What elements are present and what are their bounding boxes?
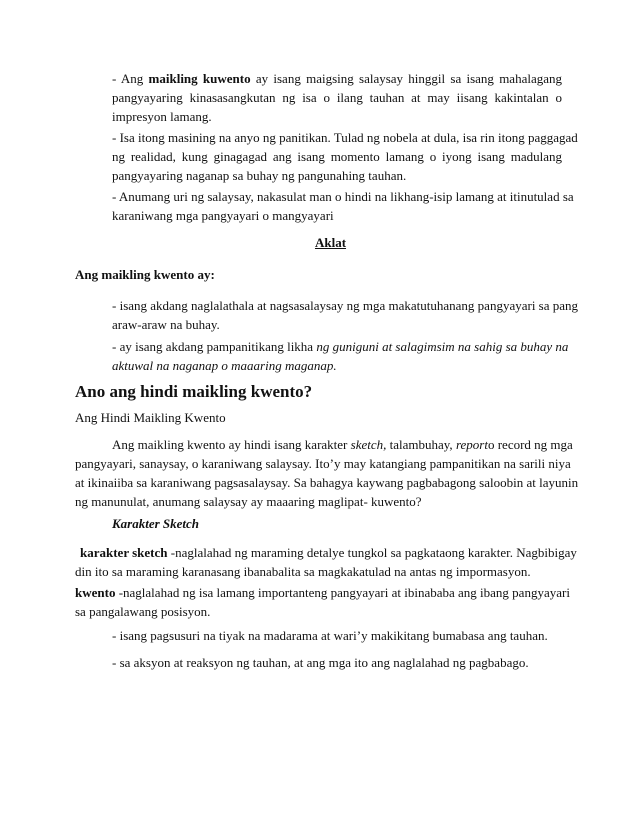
bullet-akdang-pampanitikan [112,337,569,375]
bullet-line [112,69,562,88]
heading-text: Karakter Sketch [112,516,200,531]
bullet-line: - isang akdang naglalathala at nagsasalaysay ng mga makatutuhanang pangyayari sa pang [112,298,579,313]
paragraph-hindi-maikling-kwento [75,435,579,511]
paragraph-line: at ikinaiiba sa karaniwang pagsasalaysay. Sa bahagya kaywang pagbabagong saloobin at layunin [75,475,579,490]
definition-kwento [75,583,570,621]
bullet-line: karaniwang mga pangyayari o mangyayari [112,208,334,223]
paragraph-text: talambuhay, [386,437,456,452]
bullet-line [112,337,569,356]
italic-text: report [455,437,488,452]
bullet-line: pangyayaring kinasasangkutan ng isa o ilang tauhan at may iisang kakintalan o [112,90,562,105]
bullet-line: araw-araw na buhay. [112,317,220,332]
bullet-line: pangyayaring naganap sa buhay ng pangunahing tauhan. [112,168,407,183]
bullet-pagsusuri: - isang pagsusuri na tiyak na madarama at wari’y makikitang bumabasa ang tauhan. [112,628,548,643]
bullet-line: - Isa itong masining na anyo ng panitikan. Tulad ng nobela at dula, isa rin itong paggagad [112,130,578,145]
bullet-text: ay isang maigsing salaysay hinggil sa isang mahalagang [250,71,562,86]
definition-text: -naglalahad ng maraming detalye tungkol sa pagkataong karakter. Nagbibigay [167,545,577,560]
italic-text: ng guniguni at salagimsim na sahig sa buhay na [316,339,569,354]
bullet-prefix: - Ang [112,71,149,86]
bold-term: karakter sketch [80,545,168,560]
paragraph-line [75,435,573,454]
bullet-line: ng realidad, kung ginagagad ang isang momento lamang o iyong isang madulang [112,149,562,164]
bullet-masining-na-anyo [112,128,578,185]
paragraph-line: pangyayari, sanaysay, o karaniwang salaysay. Ito’y may katangiang pampanitikan na sarili niya [75,456,571,471]
bullet-line: impresyon lamang. [112,109,212,124]
source-label [75,233,562,252]
italic-text: sketch, [350,437,387,452]
bullet-line: - Anumang uri ng salaysay, nakasulat man o hindi na likhang-isip lamang at itinutulad sa [112,189,574,204]
heading-text: Ang maikling kwento ay: [75,267,215,282]
definition-text: -naglalahad ng isa lamang importanteng pangyayari at ibinababa ang ibang pangyayari [115,585,570,600]
bullet-maikling-kuwento-definition [112,69,562,126]
paragraph-line: ng manunulat, anumang salaysay ay maaaring maglipat- kuwento? [75,494,422,509]
bullet-anumang-uri [112,187,574,225]
paragraph-text: Ang maikling kwento ay hindi isang karakter [112,437,351,452]
italic-text: aktuwal na naganap o maaaring maganap. [112,358,337,373]
definition-line: sa pangalawang posisyon. [75,604,211,619]
section-heading-ay [75,265,562,284]
subheading: Ang Hindi Maikling Kwento [75,410,226,425]
bold-term: maikling kuwento [148,71,251,86]
karakter-sketch-heading [112,514,562,533]
question-heading: Ano ang hindi maikling kwento? [75,382,313,401]
paragraph-text: o record ng mga [487,437,573,452]
definition-line [75,583,570,602]
aklat-link-text: Aklat [314,235,347,250]
definition-karakter-sketch [75,543,577,581]
bold-term: kwento [75,585,116,600]
definition-line: din ito sa maraming karanasang ibanabalita sa magkakatulad na antas ng impormasyon. [75,564,531,579]
bullet-akdang-naglalathala [112,296,579,334]
bullet-text: - ay isang akdang pampanitikang likha [112,339,317,354]
definition-line [75,543,577,562]
bullet-aksyon-reaksyon: - sa aksyon at reaksyon ng tauhan, at ang mga ito ang naglalahad ng pagbabago. [112,655,529,670]
